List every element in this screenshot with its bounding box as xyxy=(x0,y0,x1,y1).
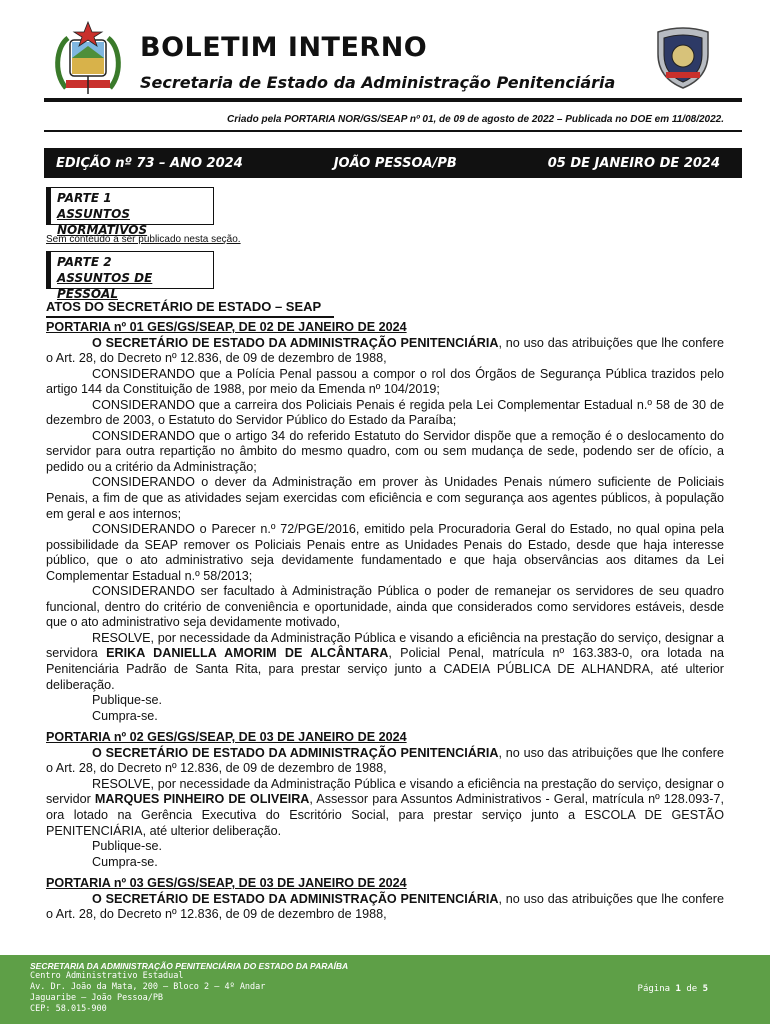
portaria-heading: PORTARIA nº 02 GES/GS/SEAP, DE 03 DE JANEIRO DE 2024 xyxy=(46,730,407,745)
resolve-paragraph: RESOLVE, por necessidade da Administração Pública e visando a eficiência na prestação do serviço, designar o servidor MARQUES PINHEIRO DE OLIVEIRA, Assessor para Assuntos Administrativos - Geral, matrícula nº 128.093-7, ora lotado na Gerência Executiva do Escritório Social, para prestar serviço junto a ESCOLA DE GESTÃO PENITENCIÁRIA, até ulterior deliberação. xyxy=(46,776,724,838)
part2-number: PARTE 2 xyxy=(57,255,112,269)
part1-empty-note: Sem conteúdo a ser publicado nesta seção. xyxy=(46,234,241,245)
publique-line: Publique-se. xyxy=(92,839,163,854)
policia-penal-badge-icon xyxy=(652,24,714,90)
portaria-intro: O SECRETÁRIO DE ESTADO DA ADMINISTRAÇÃO PENITENCIÁRIA, no uso das atribuições que lhe confere o Art. 28, do Decreto nº 12.836, de 09 de dezembro de 1988, xyxy=(46,335,724,366)
considerando-paragraph: CONSIDERANDO ser facultado à Administração Pública o poder de remanejar os servidores de seu quadro funcional, dentro do critério de conveniência e oportunidade, ainda que considerados como servidores estáveis, desde que o ato administrativo seja devidamente motivado, xyxy=(46,584,724,630)
page-header xyxy=(44,18,744,106)
considerando-paragraph: CONSIDERANDO que a carreira dos Policiais Penais é regida pela Lei Complementar Estadual n.º 58 de 30 de dezembro de 2003, o Estatuto do Servidor Público do Estado da Paraíba; xyxy=(46,397,724,428)
considerando-paragraph: CONSIDERANDO o dever da Administração em prover às Unidades Penais número suficiente de Policiais Penais, a fim de que as atividades sejam exercidas com eficiência e com segurança aos agentes públicos, à população em geral e aos internos; xyxy=(46,475,724,521)
footer-address-line: Centro Administrativo Estadual xyxy=(30,971,184,981)
part1-title: ASSUNTOS NORMATIVOS xyxy=(57,207,148,237)
paraiba-coat-of-arms-icon xyxy=(52,18,124,96)
header-rule xyxy=(44,98,742,102)
portaria-heading: PORTARIA nº 01 GES/GS/SEAP, DE 02 DE JANEIRO DE 2024 xyxy=(46,320,407,334)
publique-line: Publique-se. xyxy=(92,693,163,708)
creation-rule xyxy=(44,130,742,132)
considerando-paragraph: CONSIDERANDO o Parecer n.º 72/PGE/2016, emitido pela Procuradoria Geral do Estado, no qual opina pela possibilidade da SEAP remover os Policiais Penais entre as Unidades Penais do Estado, desde que haja interesse público, que o ato administrativo seja devidamente fundamentado e que haja observâncias aos ditames da Lei Complementar Estadual n.º 58/2013; xyxy=(46,522,724,583)
page-number: Página 1 de 5 xyxy=(637,984,708,994)
section-heading: ATOS DO SECRETÁRIO DE ESTADO – SEAP xyxy=(46,299,322,314)
footer-org: SECRETARIA DA ADMINISTRAÇÃO PENITENCIÁRIA DO ESTADO DA PARAÍBA xyxy=(30,961,349,971)
portaria-intro: O SECRETÁRIO DE ESTADO DA ADMINISTRAÇÃO PENITENCIÁRIA, no uso das atribuições que lhe confere o Art. 28, do Decreto nº 12.836, de 09 de dezembro de 1988, xyxy=(46,745,724,776)
cumpra-line: Cumpra-se. xyxy=(92,854,158,869)
document-subtitle: Secretaria de Estado da Administração Penitenciária xyxy=(140,73,616,92)
portaria-heading: PORTARIA nº 03 GES/GS/SEAP, DE 03 DE JANEIRO DE 2024 xyxy=(46,876,407,891)
edition-bar xyxy=(44,148,742,178)
edition-date: 05 DE JANEIRO DE 2024 xyxy=(547,155,720,171)
portaria-intro: O SECRETÁRIO DE ESTADO DA ADMINISTRAÇÃO PENITENCIÁRIA, no uso das atribuições que lhe confere o Art. 28, do Decreto nº 12.836, de 09 de dezembro de 1988, xyxy=(46,891,724,922)
footer-address-line: CEP: 58.015-900 xyxy=(30,1004,107,1014)
part2-heading xyxy=(46,251,214,301)
section-rule xyxy=(46,316,334,318)
considerando-paragraph: CONSIDERANDO que o artigo 34 do referido Estatuto do Servidor dispõe que a remoção é o deslocamento do servidor para outra repartição no âmbito do mesmo quadro, com ou sem mudança de sede, podendo ser de ofício, a pedido ou a critério da Administração; xyxy=(46,428,724,474)
edition-number: EDIÇÃO nº 73 – ANO 2024 xyxy=(56,155,243,171)
page-footer xyxy=(0,955,770,1024)
creation-note: Criado pela PORTARIA NOR/GS/SEAP nº 01, de 09 de agosto de 2022 – Publicada no DOE em 11/08/2022. xyxy=(227,114,724,125)
part2-title: ASSUNTOS DE PESSOAL xyxy=(57,271,153,301)
cumpra-line: Cumpra-se. xyxy=(92,708,158,723)
considerando-paragraph: CONSIDERANDO que a Polícia Penal passou a compor o rol dos Órgãos de Segurança Pública trazidos pelo artigo 144 da Constituição de 1988, por meio da Emenda nº 104/2019; xyxy=(46,366,724,397)
footer-address-line: Jaguaribe – João Pessoa/PB xyxy=(30,993,164,1003)
part1-heading xyxy=(46,187,214,237)
resolve-paragraph: RESOLVE, por necessidade da Administração Pública e visando a eficiência na prestação do serviço, designar a servidora ERIKA DANIELLA AMORIM DE ALCÂNTARA, Policial Penal, matrícula nº 163.383-0, ora lotada na Penitenciária Padrão de Santa Rita, para prestar serviço junto a CADEIA PÚBLICA DE ALHANDRA, até ulterior deliberação. xyxy=(46,630,725,692)
document-body xyxy=(46,320,724,923)
part1-number: PARTE 1 xyxy=(57,191,112,205)
document-title: BOLETIM INTERNO xyxy=(140,32,428,63)
edition-city: JOÃO PESSOA/PB xyxy=(333,155,457,171)
footer-address-line: Av. Dr. João da Mata, 200 – Bloco 2 – 4º Andar xyxy=(30,982,266,992)
